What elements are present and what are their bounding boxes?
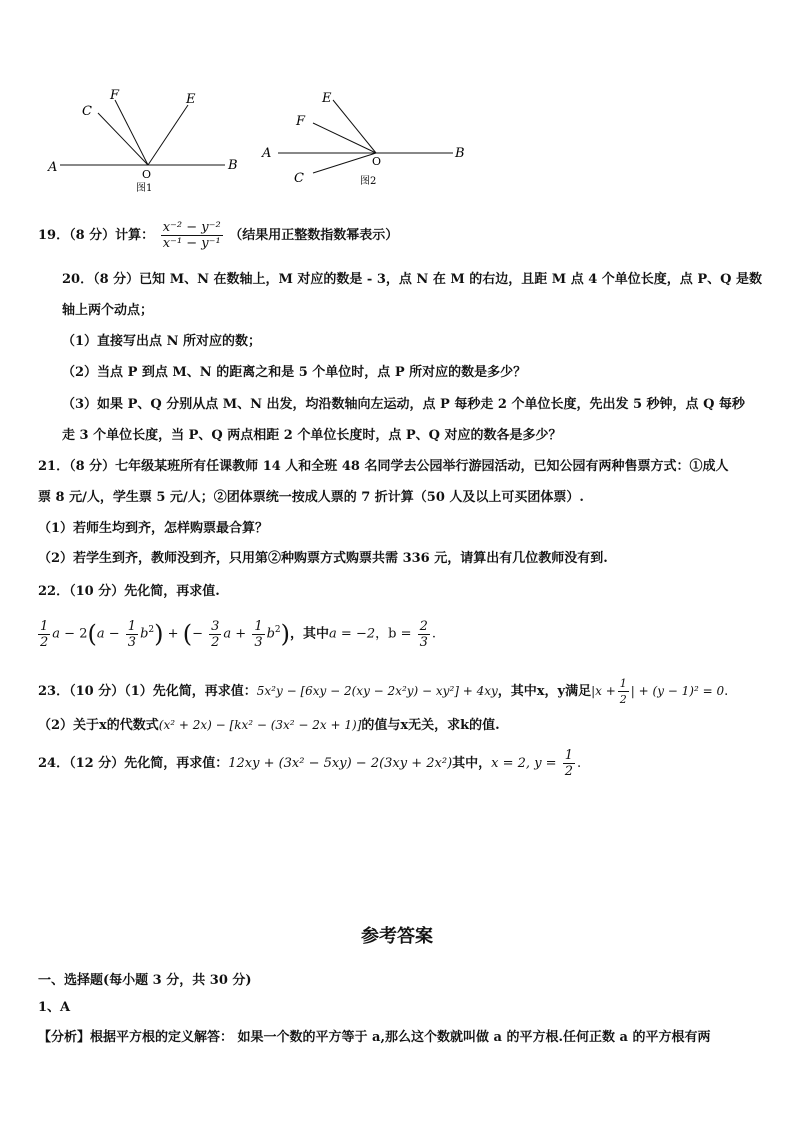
label-e: E — [322, 91, 332, 106]
label-b: B — [455, 146, 465, 161]
q20-part3a: （3）如果 P、Q 分别从点 M、N 出发，均沿数轴向左运动，点 P 每秒走 2 个单位长度，先出发 5 秒钟，点 Q 每秒 — [62, 397, 745, 412]
ray-oc — [313, 153, 376, 173]
q19-denominator: x⁻¹ − y⁻¹ — [162, 236, 221, 251]
q22-end: . — [431, 626, 437, 642]
q24-end: . — [577, 756, 582, 771]
q20-line1: 20．（8 分）已知 M、N 在数轴上，M 对应的数是 - 3，点 N 在 M 的右边，且距 M 点 4 个单位长度，点 P、Q 是数 — [62, 272, 762, 287]
q20-part3b: 走 3 个单位长度，当 P、Q 两点相距 2 个单位长度时，点 P、Q 对应的数各是多少？ — [62, 428, 562, 443]
q22-where: ，其中 — [290, 626, 330, 642]
answer-1: 1、A — [38, 1000, 71, 1015]
answers-title: 参考答案 — [361, 926, 433, 947]
question-24: 24．（12 分）先化简，再求值：12xy + (3x² − 5xy) − 2(3xy + 2x²)其中，x = 2, y = $\frac{1}{2}$ . — [38, 748, 582, 779]
q22-expression: $\frac{1}{2}$ a − 2(a − $\frac{1}{3}$ $b^2$) + (− $\frac{3}{2}$ a + $\frac{1}{3}$ $b^2$)，其中a = −2，b = $\frac{2}{3}$ . — [40, 618, 437, 650]
q22-b-num: 2 — [419, 618, 428, 634]
q20-line2: 轴上两个动点； — [62, 303, 154, 318]
q22-line1: 22．（10 分）先化简，再求值. — [38, 584, 220, 599]
q23-cond-b: | + (y − 1)² = 0 — [630, 684, 725, 698]
ray-oe — [148, 105, 188, 165]
fig2-caption: 图2 — [360, 176, 377, 187]
q20-part2: （2）当点 P 到点 M、N 的距离之和是 5 个单位时，点 P 所对应的数是多少？ — [62, 365, 527, 380]
answer-1-analysis: 【分析】根据平方根的定义解答： 如果一个数的平方等于 a,那么这个数就叫做 a 的平方根.任何正数 a 的平方根有两 — [38, 1030, 711, 1045]
q22-b-den: 3 — [419, 634, 428, 650]
q23-cond-a: |x + — [591, 684, 616, 698]
q21-part2: （2）若学生到齐，教师没到齐，只用第②种购票方式购票共需 336 元，请算出有几位教师没有到. — [38, 551, 608, 566]
q23-p2-lead: （2）关于x的代数式 — [38, 718, 159, 733]
q19-fraction — [161, 220, 223, 251]
ray-oc — [98, 113, 148, 165]
q19-numerator: x⁻² − y⁻² — [162, 220, 221, 235]
q24-where: 其中， — [452, 756, 492, 771]
label-e: E — [186, 92, 196, 107]
q22-b-lead: ，b = — [375, 626, 412, 642]
label-c: C — [82, 104, 92, 119]
q19-note: （结果用正整数指数幂表示） — [229, 228, 399, 243]
q23-end: . — [724, 684, 729, 699]
q22-b-fraction — [418, 619, 430, 650]
q19-number: 19． — [38, 228, 70, 243]
q23-part1: 23．（10 分）（1）先化简，再求值：5x²y − [6xy − 2(xy − 2x²y) − xy²] + 4xy，其中x，y满足|x + $\frac{1}{2}$ | + (y − 1)² = 0. — [38, 677, 729, 706]
label-b: B — [228, 158, 238, 173]
q22-a-value: a = −2 — [329, 626, 376, 642]
q23-part2 — [38, 716, 500, 735]
label-c: C — [294, 171, 304, 186]
q24-expression: 12xy + (3x² − 5xy) − 2(3xy + 2x²) — [228, 756, 453, 771]
q23-where: ，其中x，y满足 — [497, 684, 592, 699]
q23-p2-tail: 的值与x无关，求k的值. — [361, 718, 500, 733]
label-a: A — [262, 146, 272, 161]
figure-2 — [258, 85, 473, 195]
label-o: O — [372, 155, 382, 168]
q20-part1: （1）直接写出点 N 所对应的数； — [62, 334, 261, 349]
ray-oe — [333, 100, 376, 153]
q23-lead: 23．（10 分）（1）先化简，再求值： — [38, 684, 257, 699]
answers-section: 一、选择题(每小题 3 分，共 30 分) — [38, 973, 252, 988]
ray-of — [313, 123, 376, 153]
q21-part1: （1）若师生均到齐，怎样购票最合算？ — [38, 521, 269, 536]
question-19 — [38, 220, 398, 251]
label-f: F — [110, 88, 120, 103]
q21-line1: 21．（8 分）七年级某班所有任课教师 14 人和全班 48 名同学去公园举行游园活动，已知公园有两种售票方式：①成人 — [38, 459, 729, 474]
label-f: F — [296, 114, 306, 129]
q24-values: x = 2, y = — [491, 756, 557, 771]
label-o: O — [142, 168, 152, 181]
q21-line2: 票 8 元/人，学生票 5 元/人；②团体票统一按成人票的 7 折计算（50 人及以上可买团体票）. — [38, 490, 584, 505]
q19-lead: 计算： — [115, 228, 155, 243]
figure-1 — [40, 85, 250, 200]
ray-of — [115, 100, 148, 165]
q23-p2-expression: (x² + 2x) − [kx² − (3x² − 2x + 1)] — [158, 718, 362, 732]
label-a: A — [48, 160, 58, 175]
q19-points: （8 分） — [69, 228, 116, 243]
q23-expression: 5x²y − [6xy − 2(xy − 2x²y) − xy²] + 4xy — [256, 684, 498, 698]
fig1-caption: 图1 — [136, 183, 153, 194]
q24-lead: 24．（12 分）先化简，再求值： — [38, 756, 229, 771]
